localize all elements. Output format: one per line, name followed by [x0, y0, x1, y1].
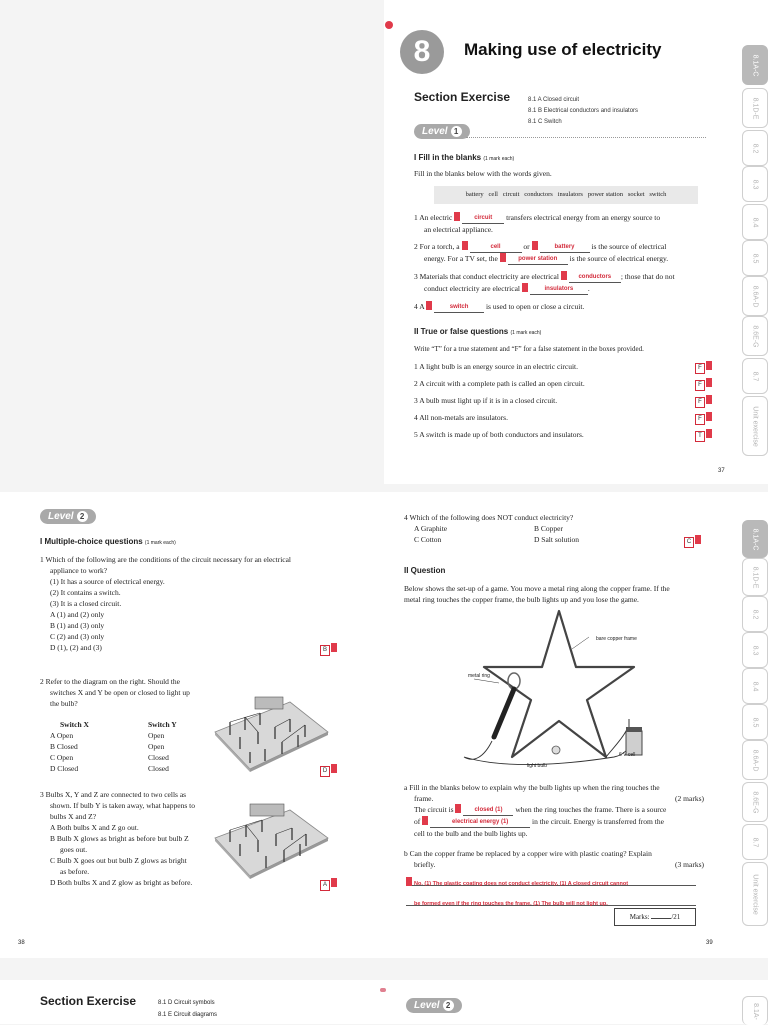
- answer-marker-icon: [422, 816, 428, 825]
- subsection-list: [158, 997, 217, 1021]
- option: B (1) and (3) only: [50, 621, 105, 630]
- option: A (1) and (2) only: [50, 610, 105, 619]
- option: A Graphite: [414, 524, 448, 533]
- tf-item: 2 A circuit with a complete path is called an open circuit. F: [414, 378, 714, 395]
- marks-box: Marks: /21: [614, 908, 696, 926]
- answer-marker-icon: [500, 253, 506, 262]
- level-number: 2: [443, 1000, 454, 1011]
- level-label: Level: [422, 126, 448, 137]
- tab-8-6e-g[interactable]: 8.6E-G: [742, 316, 768, 356]
- part1-instruction: Fill in the blanks below with the words given.: [414, 169, 552, 178]
- label-light-bulb: light bulb: [527, 763, 548, 769]
- answer-1: circuit: [462, 214, 504, 224]
- tab-8-7[interactable]: 8.7: [742, 358, 768, 394]
- answer-marker-icon: [706, 412, 712, 421]
- answer-a2: electrical energy (1): [430, 818, 530, 828]
- part1-heading: I Multiple-choice questions (1 mark each): [40, 537, 176, 546]
- tf-item: 5 A switch is made up of both conductors and insulators. T: [414, 429, 714, 446]
- tab-8-2[interactable]: 8.2: [742, 596, 768, 632]
- mcq-3: 3 Bulbs X, Y and Z are connected to two cells as shown. If bulb Y is taken away, what happens to bulbs X and Z? A Both bulbs X and Z go out. B Bulb X glows as bright as before but bulb Z goes out. C Bulb X goes out but bulb Z glows as bright as before. D Both bulbs X and Z glow as bright as before. A: [40, 789, 340, 888]
- answer-marker-icon: [706, 361, 712, 370]
- option: B Copper: [534, 524, 563, 533]
- page-38: [0, 492, 384, 958]
- label-copper-frame: bare copper frame: [596, 636, 637, 642]
- answer-box: F: [695, 363, 705, 374]
- subsection-item: 8.1 E Circuit diagrams: [158, 1012, 218, 1018]
- section-heading: Section Exercise: [40, 994, 137, 1008]
- tab-8-6a-d[interactable]: 8.6A-D: [742, 740, 768, 780]
- page-number: 38: [18, 940, 25, 946]
- tab-8-4[interactable]: 8.4: [742, 668, 768, 704]
- label-cell: 6 V cell: [619, 752, 636, 758]
- level-badge: [414, 124, 470, 139]
- option: D Salt solution: [534, 535, 580, 544]
- fill-question-1: 1 An electric circuit transfers electrical energy from an energy source to an electrical appliance.: [414, 213, 661, 234]
- tab-8-1d-e[interactable]: 8.1D-E: [742, 558, 768, 596]
- part2-heading: II Question: [404, 566, 446, 575]
- tab-8-6e-g[interactable]: 8.6E-G: [742, 782, 768, 822]
- answer-marker-icon: [532, 241, 538, 250]
- table-row: A Open Open: [50, 731, 165, 740]
- answer-3b: insulators: [530, 285, 588, 295]
- option: goes out.: [60, 845, 88, 854]
- page-marker-icon: [380, 988, 386, 992]
- question-a: a Fill in the blanks below to explain why the bulb lights up when the ring touches the frame. (2 marks) The circuit is closed (1) when the ring touches the frame. There is a source of electrical energy (1) in the circuit. Energy is transferred from the cell to the bulb and the bulb lights up.: [404, 783, 704, 838]
- option: C Cotton: [414, 535, 442, 544]
- table-row: C Open Closed: [50, 753, 169, 762]
- table-header: Switch X Switch Y: [60, 720, 177, 729]
- answer-box: F: [695, 397, 705, 408]
- answer-b: No. (1) The plastic coating does not conduct electricity. (1) A closed circuit cannot be formed even if the ring touches the frame. (1) The bulb will not light up.: [406, 872, 696, 906]
- mcq-4: 4 Which of the following does NOT conduct electricity? A Graphite B Copper C Cotton D Salt solution C: [404, 512, 704, 545]
- chapter-title: Making use of electricity: [464, 40, 662, 59]
- condition-item: (1) It has a source of electrical energy.: [50, 577, 165, 586]
- tab-8-7[interactable]: 8.7: [742, 824, 768, 860]
- answer-4: switch: [434, 303, 484, 313]
- subsection-item: 8.1 B Electrical conductors and insulators: [528, 108, 639, 114]
- word-bank: battery cell circuit conductors insulators power station socket switch: [434, 186, 698, 204]
- tab-8-1d-e[interactable]: 8.1D-E: [742, 88, 768, 128]
- mcq-1: 1 Which of the following are the conditions of the circuit necessary for an electrical appliance to work? (1) It has a source of electrical energy. (2) It contains a switch. (3) It is a closed circuit. A (1) and (2) only B (1) and (3) only C (2) and (3) only D (1), (2) and (3) B: [40, 554, 340, 653]
- table-row: D Closed Closed D: [40, 763, 340, 774]
- option: B Bulb X glows as bright as before but bulb Z: [50, 834, 189, 843]
- answer-box: T: [695, 431, 705, 442]
- answer-marker-icon: [706, 378, 712, 387]
- circuit-board-illustration: [210, 677, 330, 772]
- option: as before.: [60, 867, 90, 876]
- page-39: [384, 492, 768, 958]
- page-37: [384, 0, 768, 484]
- answer-box: B: [320, 645, 330, 656]
- answer-marker-icon: [454, 212, 460, 221]
- level-label: Level: [48, 511, 74, 522]
- part2-heading: II True or false questions (1 mark each): [414, 327, 542, 336]
- page-40: [0, 980, 768, 1024]
- tab-8-1a-c[interactable]: 8.1A-C: [742, 520, 768, 558]
- answer-2c: power station: [508, 255, 568, 265]
- game-setup-illustration: [444, 607, 694, 777]
- level-badge: [406, 998, 462, 1013]
- answer-box: C: [684, 537, 694, 548]
- answer-box: A: [320, 880, 330, 891]
- page-marker-icon: [385, 21, 393, 29]
- tf-item: 1 A light bulb is an energy source in an electric circuit. F: [414, 361, 714, 378]
- part2-instruction: Write “T” for a true statement and “F” for a false statement in the boxes provided.: [414, 345, 644, 353]
- answer-marker-icon: [706, 395, 712, 404]
- condition-item: (3) It is a closed circuit.: [50, 599, 122, 608]
- option: A Both bulbs X and Z go out.: [50, 823, 139, 832]
- answer-3a: conductors: [569, 273, 621, 283]
- level-label: Level: [414, 1000, 440, 1011]
- answer-marker-icon: [331, 764, 337, 773]
- tab-8-1a[interactable]: 8.1A-: [742, 996, 768, 1025]
- answer-a1: closed (1): [463, 806, 513, 816]
- tab-8-5[interactable]: 8.5: [742, 704, 768, 740]
- tab-8-3[interactable]: 8.3: [742, 632, 768, 668]
- divider: [466, 137, 706, 138]
- table-row: B Closed Open: [50, 742, 165, 751]
- tf-item: 4 All non-metals are insulators. F: [414, 412, 714, 429]
- mcq-2: 2 Refer to the diagram on the right. Should the switches X and Y be open or closed to light up the bulb? Switch X Switch Y A Open Open B Closed Open C Open Closed D Closed Closed D: [40, 676, 340, 774]
- fill-question-4: 4 A switch is used to open or close a circuit.: [414, 302, 585, 311]
- answer-marker-icon: [426, 301, 432, 310]
- subsection-item: 8.1 A Closed circuit: [528, 97, 580, 103]
- answer-marker-icon: [695, 535, 701, 544]
- answer-marker-icon: [706, 429, 712, 438]
- tab-8-4[interactable]: 8.4: [742, 204, 768, 240]
- subsection-list: [528, 95, 638, 128]
- answer-marker-icon: [462, 241, 468, 250]
- fill-question-2: 2 For a torch, a cell or battery is the source of electrical energy. For a TV set, the power station is the source of electrical energy.: [414, 242, 669, 263]
- tab-8-6a-d[interactable]: 8.6A-D: [742, 276, 768, 316]
- answer-marker-icon: [331, 643, 337, 652]
- tab-8-2[interactable]: 8.2: [742, 130, 768, 166]
- tab-unit-exercise[interactable]: Unit exercise: [742, 862, 768, 926]
- answer-box: F: [695, 380, 705, 391]
- tf-list: [414, 361, 714, 446]
- option: D Both bulbs X and Z glow as bright as before. A: [40, 877, 340, 888]
- circuit-board-illustration: [210, 788, 330, 880]
- option: D (1), (2) and (3) B: [40, 642, 340, 653]
- answer-2a: cell: [470, 243, 522, 253]
- answer-marker-icon: [561, 271, 567, 280]
- condition-item: (2) It contains a switch.: [50, 588, 121, 597]
- answer-box: D: [320, 766, 330, 777]
- answer-2b: battery: [540, 243, 590, 253]
- subsection-item: 8.1 C Switch: [528, 119, 562, 125]
- answer-marker-icon: [406, 877, 412, 886]
- tab-8-5[interactable]: 8.5: [742, 240, 768, 276]
- page-number: 39: [706, 940, 713, 946]
- chapter-badge: 8: [400, 30, 444, 74]
- answer-marker-icon: [455, 804, 461, 813]
- part1-heading: I Fill in the blanks (1 mark each): [414, 153, 515, 162]
- level-badge: [40, 509, 96, 524]
- label-metal-ring: metal ring: [468, 673, 490, 679]
- level-number: 1: [451, 126, 462, 137]
- tab-unit-exercise[interactable]: Unit exercise: [742, 396, 768, 456]
- option: C (2) and (3) only: [50, 632, 105, 641]
- answer-box: F: [695, 414, 705, 425]
- question-b: b Can the copper frame be replaced by a copper wire with plastic coating? Explain briefly. (3 marks): [404, 849, 704, 869]
- level-number: 2: [77, 511, 88, 522]
- option: C Bulb X goes out but bulb Z glows as bright: [50, 856, 187, 865]
- subsection-item: 8.1 D Circuit symbols: [158, 1000, 215, 1006]
- section-heading: Section Exercise: [414, 90, 511, 104]
- tf-item: 3 A bulb must light up if it is in a closed circuit. F: [414, 395, 714, 412]
- answer-marker-icon: [331, 878, 337, 887]
- tab-8-3[interactable]: 8.3: [742, 166, 768, 202]
- page-number: 37: [718, 468, 725, 474]
- fill-question-3: 3 Materials that conduct electricity are electrical conductors ; those that do not conduct electricity are electrical insulators .: [414, 272, 675, 293]
- part2-text: Below shows the set-up of a game. You move a metal ring along the copper frame. If the metal ring touches the copper frame, the bulb lights up and you lose the game.: [404, 584, 670, 604]
- tab-8-1a-c[interactable]: 8.1A-C: [742, 45, 768, 85]
- answer-marker-icon: [522, 283, 528, 292]
